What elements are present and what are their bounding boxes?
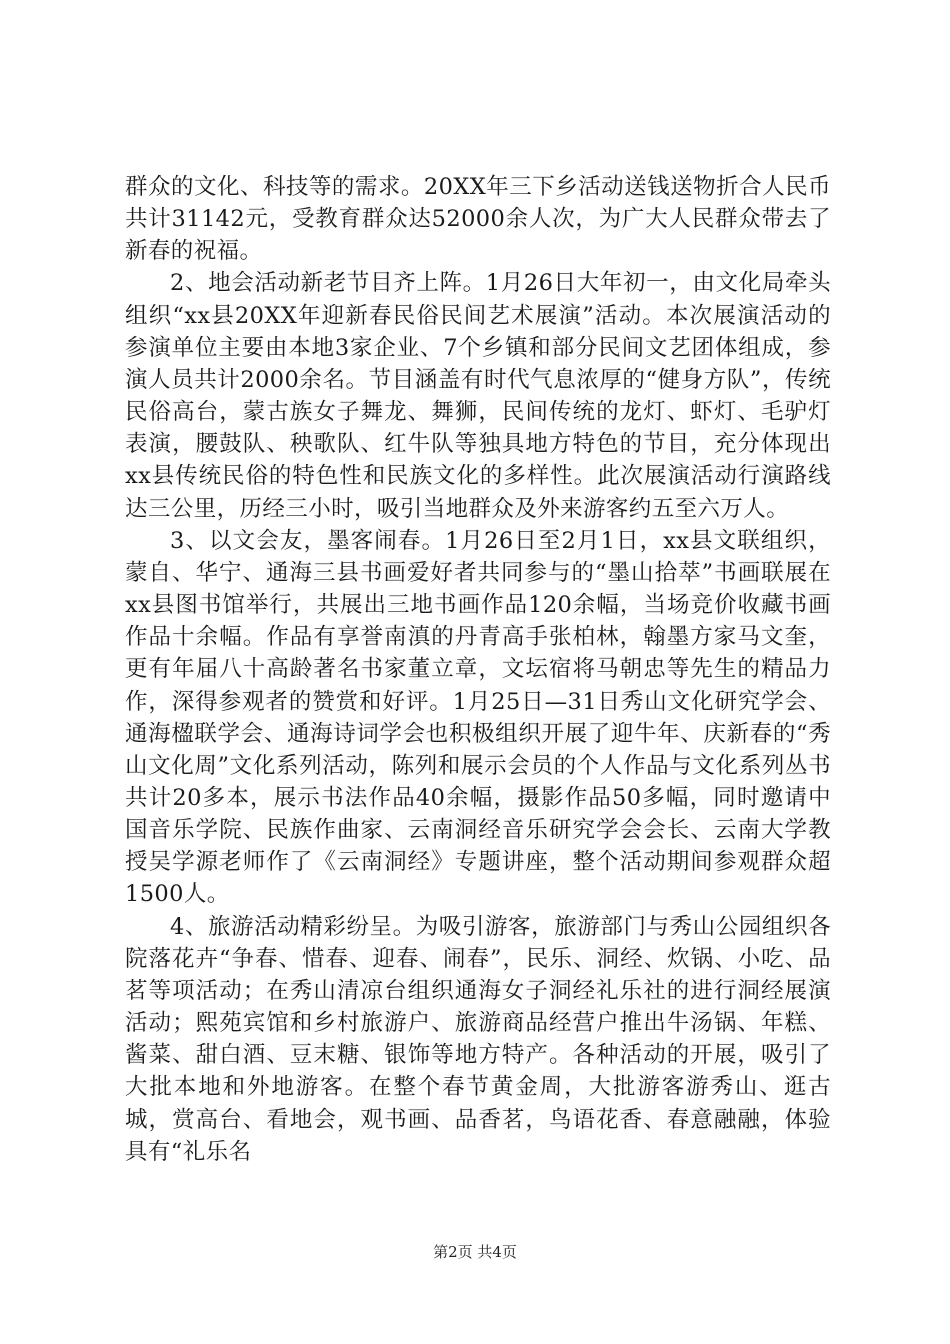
paragraph-continuation: 群众的文化、科技等的需求。20XX年三下乡活动送钱送物折合人民币共计31142元，受教育群众达52000余人次，为广大人民群众带去了新春的祝福。 bbox=[125, 174, 831, 265]
paragraph-calligraphy-exhibition: 3、以文会友，墨客闹春。1月26日至2月1日，xx县文联组织，蒙自、华宁、通海三县书画爱好者共同参与的“墨山拾萃”书画联展在xx县图书馆举行，共展出三地书画作品120余幅，当场竞价收藏书画作品十余幅。作品有享誉南滇的丹青高手张柏林，翰墨方家马文奎，更有年届八十高龄著名书家董立章，文坛宿将马朝忠等先生的精品力作，深得参观者的赞赏和好评。1月25日—31日秀山文化研究学会、通海楹联学会、通海诗词学会也积极组织开展了迎牛年、庆新春的“秀山文化周”文化系列活动，陈列和展示会员的个人作品与文化系列丛书共计20多本，展示书法作品40余幅，摄影作品50多幅，同时邀请中国音乐学院、民族作曲家、云南洞经音乐研究学会会长、云南大学教授吴学源老师作了《云南洞经》专题讲座，整个活动期间参观群众超1500人。 bbox=[125, 527, 831, 908]
paragraph-folk-art-performance: 2、地会活动新老节目齐上阵。1月26日大年初一，由文化局牵头组织“xx县20XX年迎新春民俗民间艺术展演”活动。本次展演活动的参演单位主要由本地3家企业、7个乡镇和部分民间文艺团体组成，参演人员共计2000余名。节目涵盖有时代气息浓厚的“健身方队”，传统民俗高台，蒙古族女子舞龙、舞狮，民间传统的龙灯、虾灯、毛驴灯表演，腰鼓队、秧歌队、红牛队等独具地方特色的节目，充分体现出xx县传统民俗的特色性和民族文化的多样性。此次展演活动行演路线达三公里，历经三小时，吸引当地群众及外来游客约五至六万人。 bbox=[125, 270, 831, 522]
paragraph-tourism-activities: 4、旅游活动精彩纷呈。为吸引游客，旅游部门与秀山公园组织各院落花卉“争春、惜春、迎春、闹春”，民乐、洞经、炊锅、小吃、品茗等项活动；在秀山清凉台组织通海女子洞经礼乐社的进行洞经展演活动；熙苑宾馆和乡村旅游户、旅游商品经营户推出牛汤锅、年糕、酱菜、甜白酒、豆末糖、银饰等地方特产。各种活动的开展，吸引了大批本地和外地游客。在整个春节黄金周，大批游客游秀山、逛古城，赏高台、看地会，观书画、品香茗，鸟语花香、春意融融，体验具有“礼乐名 bbox=[125, 913, 831, 1165]
document-body bbox=[125, 171, 831, 1168]
page-number-footer: 第2页 共4页 bbox=[433, 1243, 517, 1261]
